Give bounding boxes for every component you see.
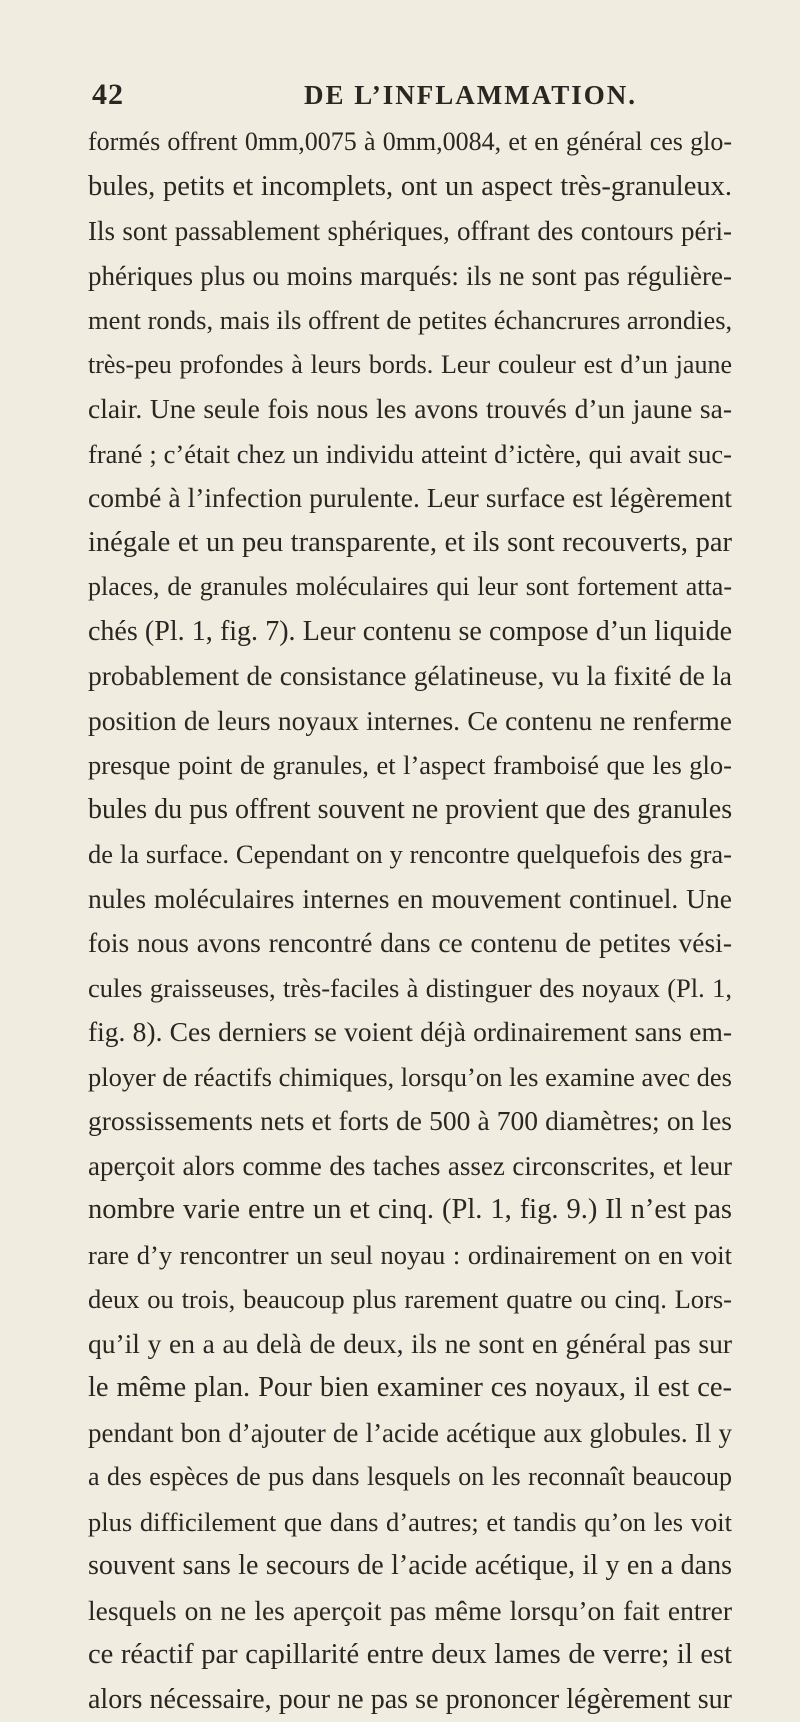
text-line: chés (Pl. 1, fig. 7). Leur contenu se compose d’un liquide: [88, 610, 732, 655]
text-line: probablement de consistance gélatineuse, vu la fixité de la: [88, 654, 732, 699]
text-line: nombre varie entre un et cinq. (Pl. 1, fig. 9.) Il n’est pas: [88, 1188, 732, 1233]
text-line: très-peu profondes à leurs bords. Leur couleur est d’un jaune: [88, 343, 732, 388]
text-line: combé à l’infection purulente. Leur surface est légèrement: [88, 476, 732, 521]
text-line: ployer de réactifs chimiques, lorsqu’on les examine avec des: [88, 1055, 732, 1100]
text-line: cules graisseuses, très-faciles à distinguer des noyaux (Pl. 1,: [88, 966, 732, 1011]
text-line: aperçoit alors comme des taches assez circonscrites, et leur: [88, 1144, 732, 1189]
text-line: bules du pus offrent souvent ne provient que des granules: [88, 788, 732, 833]
text-line: fois nous avons rencontré dans ce contenu de petites vési-: [88, 921, 732, 966]
text-line: rare d’y rencontrer un seul noyau : ordinairement on en voit: [88, 1233, 732, 1278]
text-line: nules moléculaires internes en mouvement continuel. Une: [88, 877, 732, 922]
text-line: ment ronds, mais ils offrent de petites échancrures arrondies,: [88, 298, 732, 343]
text-line: clair. Une seule fois nous les avons trouvés d’un jaune sa-: [88, 387, 732, 432]
text-line: plus difficilement que dans d’autres; et tandis qu’on les voit: [88, 1500, 732, 1545]
body-text: [88, 120, 732, 1722]
text-line: frané ; c’était chez un individu atteint d’ictère, qui avait suc-: [88, 432, 732, 477]
text-line: pendant bon d’ajouter de l’acide acétique aux globules. Il y: [88, 1411, 732, 1456]
text-line: Ils sont passablement sphériques, offrant des contours péri-: [88, 209, 732, 254]
running-title: DE L’INFLAMMATION.: [304, 80, 637, 111]
text-line: le même plan. Pour bien examiner ces noyaux, il est ce-: [88, 1366, 732, 1411]
text-line: lesquels on ne les aperçoit pas même lorsqu’on fait entrer: [88, 1589, 732, 1634]
text-line: grossissements nets et forts de 500 à 700 diamètres; on les: [88, 1099, 732, 1144]
text-line: inégale et un peu transparente, et ils sont recouverts, par: [88, 521, 732, 566]
running-head: [92, 78, 738, 118]
text-line: places, de granules moléculaires qui leur sont fortement atta-: [88, 565, 732, 610]
text-line: ce réactif par capillarité entre deux lames de verre; il est: [88, 1633, 732, 1678]
text-line: a des espèces de pus dans lesquels on les reconnaît beaucoup: [88, 1455, 732, 1500]
text-line: phériques plus ou moins marqués: ils ne sont pas régulière-: [88, 254, 732, 299]
text-line: fig. 8). Ces derniers se voient déjà ordinairement sans em-: [88, 1010, 732, 1055]
text-line: qu’il y en a au delà de deux, ils ne sont en général pas sur: [88, 1322, 732, 1367]
text-line: position de leurs noyaux internes. Ce contenu ne renferme: [88, 699, 732, 744]
text-line: deux ou trois, beaucoup plus rarement quatre ou cinq. Lors-: [88, 1277, 732, 1322]
text-line: de la surface. Cependant on y rencontre quelquefois des gra-: [88, 832, 732, 877]
text-line: bules, petits et incomplets, ont un aspect très-granuleux.: [88, 165, 732, 210]
text-line: formés offrent 0mm,0075 à 0mm,0084, et en général ces glo-: [88, 120, 732, 165]
page-number: 42: [92, 78, 124, 112]
text-line: souvent sans le secours de l’acide acétique, il y en a dans: [88, 1544, 732, 1589]
text-line: alors nécessaire, pour ne pas se prononcer légèrement sur: [88, 1678, 732, 1722]
text-line: presque point de granules, et l’aspect framboisé que les glo-: [88, 743, 732, 788]
